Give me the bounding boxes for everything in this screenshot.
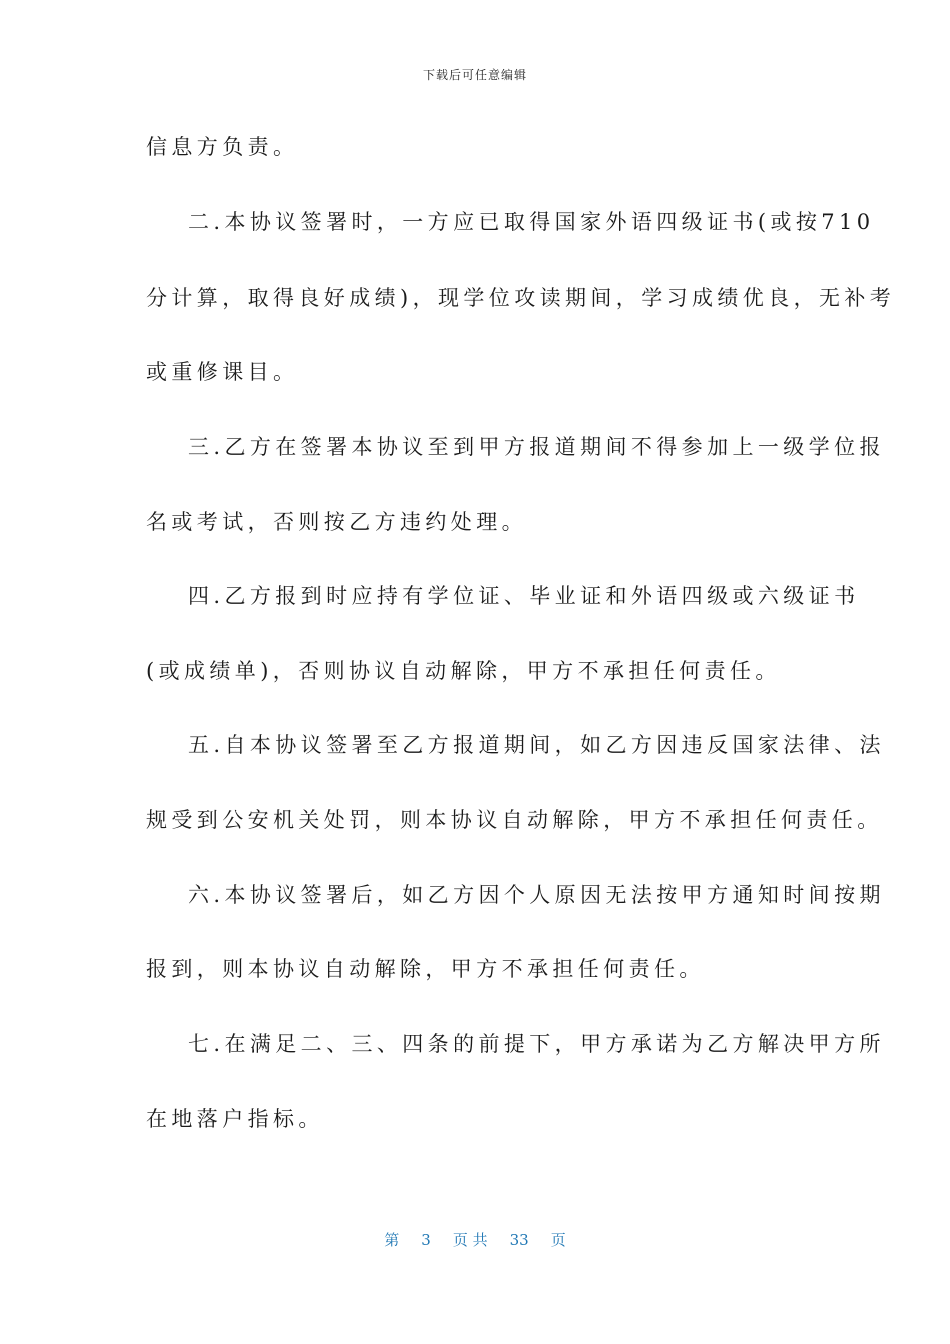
paragraph-6-line-2: 报到，则本协议自动解除，甲方不承担任何责任。: [146, 957, 705, 981]
header-note: 下载后可任意编辑: [422, 68, 527, 82]
paragraph-7-line-2: 在地落户指标。: [146, 1107, 324, 1131]
total-page-count: 33: [509, 1231, 529, 1249]
paragraph-2-line-2: 分计算，取得良好成绩)，现学位攻读期间，学习成绩优良，无补考: [146, 286, 896, 310]
paragraph-3-line-2: 名或考试，否则按乙方违约处理。: [146, 510, 527, 534]
paragraph-2-line-3: 或重修课目。: [146, 360, 299, 384]
page-label-prefix: 第: [384, 1231, 400, 1249]
paragraph-4-line-1: 四.乙方报到时应持有学位证、毕业证和外语四级或六级证书: [188, 584, 860, 608]
current-page-number: 3: [421, 1231, 431, 1249]
paragraph-3-line-1: 三.乙方在签署本协议至到甲方报道期间不得参加上一级学位报: [188, 435, 885, 459]
paragraph-4-line-2: (或成绩单)，否则协议自动解除，甲方不承担任何责任。: [146, 659, 781, 683]
page-label-middle: 页 共: [452, 1231, 488, 1249]
page-footer: [0, 1229, 950, 1250]
paragraph-5-line-2: 规受到公安机关处罚，则本协议自动解除，甲方不承担任何责任。: [146, 808, 883, 832]
page-label-suffix: 页: [550, 1231, 566, 1249]
paragraph-7-line-1: 七.在满足二、三、四条的前提下，甲方承诺为乙方解决甲方所: [188, 1032, 885, 1056]
paragraph-1-line-1: 信息方负责。: [146, 135, 299, 159]
paragraph-6-line-1: 六.本协议签署后，如乙方因个人原因无法按甲方通知时间按期: [188, 883, 885, 907]
paragraph-2-line-1: 二.本协议签署时，一方应已取得国家外语四级证书(或按710: [188, 210, 875, 234]
paragraph-5-line-1: 五.自本协议签署至乙方报道期间，如乙方因违反国家法律、法: [188, 733, 885, 757]
